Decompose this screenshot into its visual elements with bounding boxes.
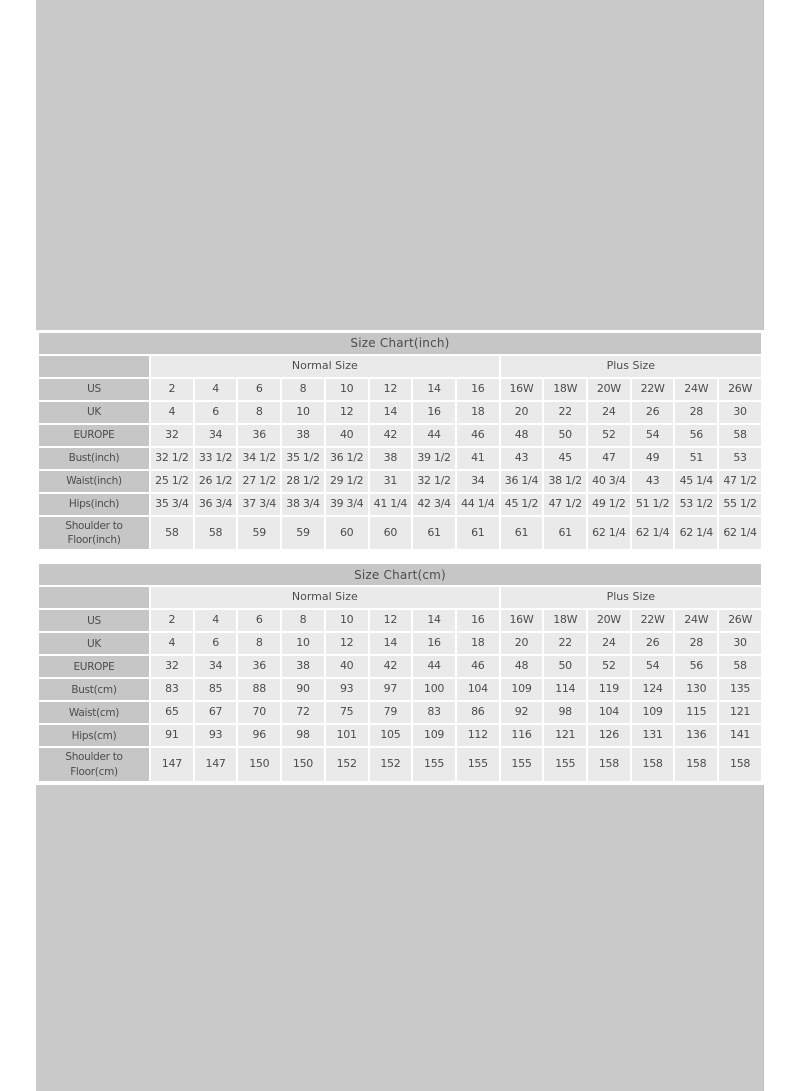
row-label: UK xyxy=(39,633,149,654)
size-value: 109 xyxy=(632,702,674,723)
size-value: 61 xyxy=(501,517,543,549)
size-value: 85 xyxy=(195,679,237,700)
size-value: 38 3/4 xyxy=(282,494,324,515)
size-value: 43 xyxy=(632,471,674,492)
size-value: 54 xyxy=(632,425,674,446)
group-header-blank-cell xyxy=(39,587,149,608)
size-value: 44 xyxy=(413,656,455,677)
size-value: 58 xyxy=(719,656,761,677)
size-value: 10 xyxy=(282,633,324,654)
size-value: 104 xyxy=(457,679,499,700)
size-value: 93 xyxy=(326,679,368,700)
size-value: 4 xyxy=(195,379,237,400)
size-value: 6 xyxy=(238,610,280,631)
row-label: Hips(cm) xyxy=(39,725,149,746)
size-value: 16 xyxy=(457,610,499,631)
size-value: 26 1/2 xyxy=(195,471,237,492)
size-value: 45 xyxy=(544,448,586,469)
size-value: 59 xyxy=(282,517,324,549)
size-value: 124 xyxy=(632,679,674,700)
size-value: 42 3/4 xyxy=(413,494,455,515)
size-value: 39 1/2 xyxy=(413,448,455,469)
size-value: 38 xyxy=(370,448,412,469)
table-row xyxy=(39,610,761,631)
size-value: 70 xyxy=(238,702,280,723)
size-value: 22W xyxy=(632,379,674,400)
group-header-plus-size: Plus Size xyxy=(501,587,761,608)
table-title-row xyxy=(39,333,761,354)
group-header-row xyxy=(39,356,761,377)
size-value: 54 xyxy=(632,656,674,677)
size-value: 32 xyxy=(151,656,193,677)
row-label: Waist(inch) xyxy=(39,471,149,492)
size-value: 28 xyxy=(675,402,717,423)
row-label: EUROPE xyxy=(39,425,149,446)
size-value: 109 xyxy=(501,679,543,700)
size-value: 62 1/4 xyxy=(719,517,761,549)
table-row xyxy=(39,425,761,446)
size-value: 8 xyxy=(238,633,280,654)
size-value: 16 xyxy=(413,402,455,423)
size-value: 34 1/2 xyxy=(238,448,280,469)
size-value: 41 1/4 xyxy=(370,494,412,515)
size-value: 12 xyxy=(326,633,368,654)
size-value: 47 1/2 xyxy=(719,471,761,492)
size-value: 53 xyxy=(719,448,761,469)
table-row xyxy=(39,748,761,780)
size-value: 10 xyxy=(326,379,368,400)
size-value: 40 3/4 xyxy=(588,471,630,492)
size-value: 60 xyxy=(370,517,412,549)
size-value: 42 xyxy=(370,656,412,677)
size-value: 130 xyxy=(675,679,717,700)
size-value: 88 xyxy=(238,679,280,700)
size-value: 61 xyxy=(457,517,499,549)
table-row xyxy=(39,402,761,423)
size-value: 14 xyxy=(413,610,455,631)
size-value: 50 xyxy=(544,425,586,446)
size-value: 75 xyxy=(326,702,368,723)
size-value: 35 1/2 xyxy=(282,448,324,469)
size-value: 20W xyxy=(588,610,630,631)
size-value: 155 xyxy=(457,748,499,780)
size-value: 48 xyxy=(501,656,543,677)
row-label: Bust(cm) xyxy=(39,679,149,700)
size-value: 36 xyxy=(238,656,280,677)
size-value: 2 xyxy=(151,610,193,631)
size-value: 8 xyxy=(238,402,280,423)
size-value: 109 xyxy=(413,725,455,746)
size-value: 10 xyxy=(326,610,368,631)
size-chart-cm-table xyxy=(37,562,763,782)
size-value: 62 1/4 xyxy=(632,517,674,549)
size-value: 4 xyxy=(151,402,193,423)
size-value: 46 xyxy=(457,656,499,677)
size-value: 28 1/2 xyxy=(282,471,324,492)
size-value: 62 1/4 xyxy=(675,517,717,549)
size-value: 26W xyxy=(719,379,761,400)
size-value: 22W xyxy=(632,610,674,631)
group-header-plus-size: Plus Size xyxy=(501,356,761,377)
size-value: 56 xyxy=(675,425,717,446)
size-charts-section xyxy=(36,330,764,785)
size-value: 114 xyxy=(544,679,586,700)
size-value: 18 xyxy=(457,633,499,654)
size-value: 28 xyxy=(675,633,717,654)
size-value: 83 xyxy=(151,679,193,700)
size-value: 14 xyxy=(413,379,455,400)
size-value: 32 xyxy=(151,425,193,446)
size-value: 39 3/4 xyxy=(326,494,368,515)
size-value: 52 xyxy=(588,656,630,677)
size-value: 43 xyxy=(501,448,543,469)
size-value: 59 xyxy=(238,517,280,549)
size-value: 121 xyxy=(544,725,586,746)
size-value: 116 xyxy=(501,725,543,746)
size-value: 67 xyxy=(195,702,237,723)
size-value: 121 xyxy=(719,702,761,723)
size-value: 34 xyxy=(195,656,237,677)
row-label: Hips(inch) xyxy=(39,494,149,515)
size-value: 52 xyxy=(588,425,630,446)
size-value: 16W xyxy=(501,379,543,400)
size-value: 147 xyxy=(151,748,193,780)
size-value: 16 xyxy=(413,633,455,654)
size-chart-inch-table xyxy=(37,331,763,551)
size-value: 112 xyxy=(457,725,499,746)
size-value: 37 3/4 xyxy=(238,494,280,515)
size-value: 14 xyxy=(370,402,412,423)
size-value: 47 xyxy=(588,448,630,469)
size-chart-title: Size Chart(inch) xyxy=(39,333,761,354)
size-value: 22 xyxy=(544,633,586,654)
size-value: 126 xyxy=(588,725,630,746)
size-value: 22 xyxy=(544,402,586,423)
size-value: 38 xyxy=(282,425,324,446)
row-label: US xyxy=(39,610,149,631)
size-value: 119 xyxy=(588,679,630,700)
size-value: 26 xyxy=(632,633,674,654)
size-value: 86 xyxy=(457,702,499,723)
size-value: 47 1/2 xyxy=(544,494,586,515)
size-value: 45 1/2 xyxy=(501,494,543,515)
size-value: 135 xyxy=(719,679,761,700)
size-value: 155 xyxy=(501,748,543,780)
row-label: US xyxy=(39,379,149,400)
size-value: 16W xyxy=(501,610,543,631)
size-value: 42 xyxy=(370,425,412,446)
size-value: 26W xyxy=(719,610,761,631)
size-value: 46 xyxy=(457,425,499,446)
size-value: 53 1/2 xyxy=(675,494,717,515)
row-label: Shoulder to Floor(cm) xyxy=(39,748,149,780)
row-label: Waist(cm) xyxy=(39,702,149,723)
size-value: 131 xyxy=(632,725,674,746)
size-value: 36 xyxy=(238,425,280,446)
size-value: 8 xyxy=(282,379,324,400)
table-row xyxy=(39,494,761,515)
table-row xyxy=(39,679,761,700)
size-value: 101 xyxy=(326,725,368,746)
size-value: 6 xyxy=(195,402,237,423)
size-value: 6 xyxy=(195,633,237,654)
size-value: 34 xyxy=(457,471,499,492)
row-label: UK xyxy=(39,402,149,423)
row-label: Bust(inch) xyxy=(39,448,149,469)
table-row xyxy=(39,517,761,549)
size-value: 40 xyxy=(326,425,368,446)
size-value: 2 xyxy=(151,379,193,400)
size-value: 136 xyxy=(675,725,717,746)
table-title-row xyxy=(39,564,761,585)
table-row xyxy=(39,379,761,400)
size-value: 96 xyxy=(238,725,280,746)
size-value: 24W xyxy=(675,379,717,400)
size-value: 49 1/2 xyxy=(588,494,630,515)
size-value: 18W xyxy=(544,610,586,631)
size-value: 51 1/2 xyxy=(632,494,674,515)
size-value: 12 xyxy=(370,610,412,631)
table-row xyxy=(39,656,761,677)
size-value: 20 xyxy=(501,633,543,654)
size-value: 115 xyxy=(675,702,717,723)
group-header-normal-size: Normal Size xyxy=(151,356,499,377)
size-value: 26 xyxy=(632,402,674,423)
group-header-row xyxy=(39,587,761,608)
size-value: 152 xyxy=(326,748,368,780)
size-value: 30 xyxy=(719,633,761,654)
size-value: 79 xyxy=(370,702,412,723)
size-value: 60 xyxy=(326,517,368,549)
size-value: 104 xyxy=(588,702,630,723)
size-chart-title: Size Chart(cm) xyxy=(39,564,761,585)
size-value: 98 xyxy=(282,725,324,746)
size-value: 18W xyxy=(544,379,586,400)
size-value: 158 xyxy=(588,748,630,780)
size-value: 51 xyxy=(675,448,717,469)
size-value: 91 xyxy=(151,725,193,746)
size-value: 8 xyxy=(282,610,324,631)
size-value: 83 xyxy=(413,702,455,723)
size-value: 24 xyxy=(588,402,630,423)
table-row xyxy=(39,448,761,469)
size-value: 6 xyxy=(238,379,280,400)
size-value: 33 1/2 xyxy=(195,448,237,469)
size-value: 58 xyxy=(151,517,193,549)
size-value: 16 xyxy=(457,379,499,400)
row-label: EUROPE xyxy=(39,656,149,677)
size-value: 4 xyxy=(151,633,193,654)
size-value: 62 1/4 xyxy=(588,517,630,549)
size-value: 45 1/4 xyxy=(675,471,717,492)
group-header-normal-size: Normal Size xyxy=(151,587,499,608)
group-header-blank-cell xyxy=(39,356,149,377)
size-value: 155 xyxy=(413,748,455,780)
size-value: 4 xyxy=(195,610,237,631)
size-value: 147 xyxy=(195,748,237,780)
size-value: 44 xyxy=(413,425,455,446)
size-value: 30 xyxy=(719,402,761,423)
size-value: 12 xyxy=(326,402,368,423)
size-value: 105 xyxy=(370,725,412,746)
size-value: 32 1/2 xyxy=(151,448,193,469)
size-value: 158 xyxy=(675,748,717,780)
size-value: 35 3/4 xyxy=(151,494,193,515)
table-row xyxy=(39,471,761,492)
size-value: 32 1/2 xyxy=(413,471,455,492)
size-value: 18 xyxy=(457,402,499,423)
size-value: 90 xyxy=(282,679,324,700)
size-value: 58 xyxy=(195,517,237,549)
size-value: 10 xyxy=(282,402,324,423)
size-value: 38 1/2 xyxy=(544,471,586,492)
size-value: 65 xyxy=(151,702,193,723)
size-value: 14 xyxy=(370,633,412,654)
table-row xyxy=(39,702,761,723)
size-value: 34 xyxy=(195,425,237,446)
size-value: 40 xyxy=(326,656,368,677)
size-value: 36 3/4 xyxy=(195,494,237,515)
size-value: 152 xyxy=(370,748,412,780)
size-value: 20W xyxy=(588,379,630,400)
size-value: 27 1/2 xyxy=(238,471,280,492)
size-value: 100 xyxy=(413,679,455,700)
table-row xyxy=(39,725,761,746)
size-value: 56 xyxy=(675,656,717,677)
size-value: 41 xyxy=(457,448,499,469)
size-value: 150 xyxy=(238,748,280,780)
size-value: 20 xyxy=(501,402,543,423)
size-value: 58 xyxy=(719,425,761,446)
size-value: 92 xyxy=(501,702,543,723)
size-value: 61 xyxy=(413,517,455,549)
size-value: 38 xyxy=(282,656,324,677)
table-row xyxy=(39,633,761,654)
size-value: 36 1/4 xyxy=(501,471,543,492)
size-value: 97 xyxy=(370,679,412,700)
size-value: 55 1/2 xyxy=(719,494,761,515)
size-value: 25 1/2 xyxy=(151,471,193,492)
size-value: 49 xyxy=(632,448,674,469)
size-value: 98 xyxy=(544,702,586,723)
size-value: 158 xyxy=(632,748,674,780)
size-value: 141 xyxy=(719,725,761,746)
size-value: 24 xyxy=(588,633,630,654)
size-value: 158 xyxy=(719,748,761,780)
row-label: Shoulder to Floor(inch) xyxy=(39,517,149,549)
size-value: 48 xyxy=(501,425,543,446)
size-value: 44 1/4 xyxy=(457,494,499,515)
size-value: 50 xyxy=(544,656,586,677)
size-value: 93 xyxy=(195,725,237,746)
size-value: 36 1/2 xyxy=(326,448,368,469)
size-value: 24W xyxy=(675,610,717,631)
size-value: 29 1/2 xyxy=(326,471,368,492)
size-value: 61 xyxy=(544,517,586,549)
size-value: 12 xyxy=(370,379,412,400)
size-value: 155 xyxy=(544,748,586,780)
size-value: 72 xyxy=(282,702,324,723)
size-value: 150 xyxy=(282,748,324,780)
size-value: 31 xyxy=(370,471,412,492)
